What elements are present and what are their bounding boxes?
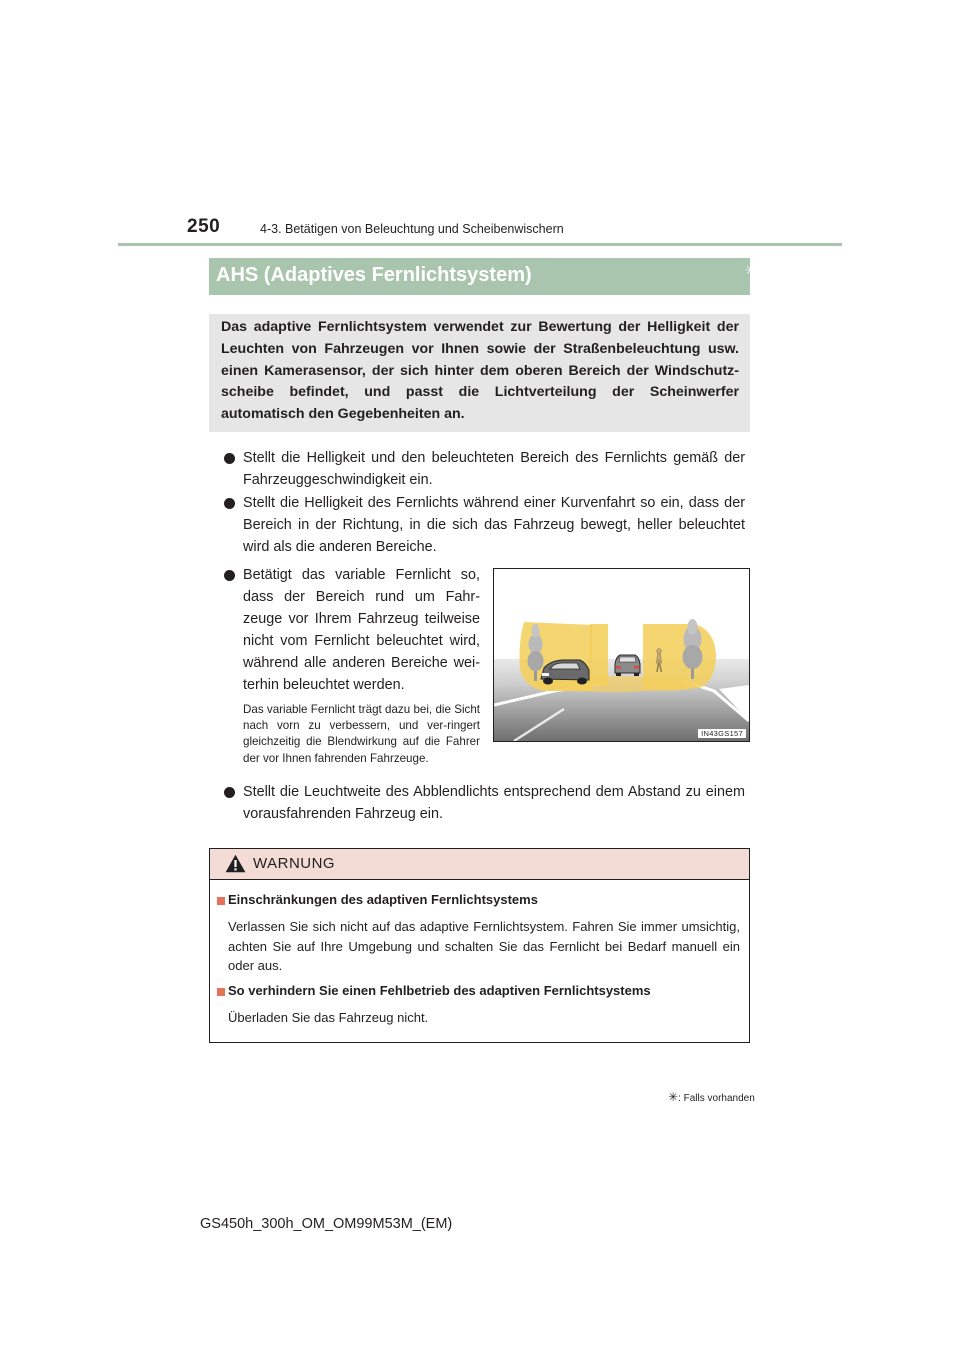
square-bullet-icon (217, 988, 225, 996)
section-title: 4-3. Betätigen von Beleuchtung und Scheibenwischern (260, 222, 564, 236)
warning-item-text: Verlassen Sie sich nicht auf das adaptive Fernlichtsystem. Fahren Sie immer umsichtig, achten Sie auf Ihre Umgebung und schalten Sie das Fernlicht bei Bedarf manuell ein oder aus. (228, 919, 740, 974)
footnote-marker: ✳ (668, 1090, 679, 1104)
footnote-text: : Falls vorhanden (678, 1093, 755, 1104)
footnote (668, 1090, 755, 1104)
section-heading-band (209, 258, 757, 295)
warning-triangle-icon (225, 854, 246, 873)
bullet-speed-adjust: Stellt die Helligkeit und den beleuchteten Bereich des Fernlichts gemäß der Fahrzeuggeschwindigkeit ein. (243, 450, 745, 488)
preceding-car-icon (615, 655, 640, 676)
square-bullet-icon (217, 897, 225, 905)
document-code: GS450h_300h_OM_OM99M53M_(EM) (200, 1216, 453, 1232)
bullet-dot (224, 570, 235, 581)
warning-item-heading: So verhindern Sie einen Fehlbetrieb des adaptiven Fernlichtsystems (228, 983, 651, 998)
warning-item-text: Überladen Sie das Fahrzeug nicht. (228, 1010, 429, 1025)
warning-header (210, 849, 749, 880)
bullet-note: Das variable Fernlicht trägt dazu bei, die Sicht nach vorn zu verbessern, und ver-ringert gleichzeitig die Blendwirkung auf die Fahrer der vor Ihnen fahrenden Fahrzeuge. (243, 703, 480, 765)
bullet-dot (224, 498, 235, 509)
bullet-variable-high-beam: Betätigt das variable Fernlicht so, dass der Bereich rund um Fahr-zeuge vor Ihrem Fahrzeug teilweise nicht vom Fernlicht beleuchtet wird, während alle anderen Bereiche wei-terhin beleuchtet werden. (243, 567, 480, 693)
warning-label: WARNUNG (253, 855, 336, 872)
page-number: 250 (187, 216, 221, 237)
section-heading: AHS (Adaptives Fernlichtsystem) (216, 264, 532, 286)
high-beam-illustration (493, 568, 750, 742)
bullet-low-beam-range: Stellt die Leuchtweite des Abblendlichts entsprechend dem Abstand zu einem vorausfahrenden Fahrzeug ein. (243, 784, 745, 822)
bullet-curve-adjust: Stellt die Helligkeit des Fernlichts während einer Kurvenfahrt so ein, dass der Bereich in der Richtung, in die sich das Fahrzeug bewegt, heller beleuchtet wird als die anderen Bereiche. (243, 495, 745, 555)
warning-box (209, 848, 750, 1043)
bullet-dot (224, 453, 235, 464)
figure-code: IN43GS157 (698, 729, 746, 738)
footnote-marker: ✳ (745, 262, 757, 278)
warning-item-heading: Einschränkungen des adaptiven Fernlichtsystems (228, 892, 538, 907)
road-scene-image (494, 569, 749, 741)
header-divider (118, 243, 842, 246)
intro-text: Das adaptive Fernlichtsystem verwendet zur Bewertung der Helligkeit der Leuchten von Fahrzeugen vor Ihnen sowie der Straßenbeleuchtung usw. einen Kamerasensor, der sich hinter dem oberen Bereich der Windschutz-scheibe befindet, und passt die Lichtverteilung der Scheinwerfer automatisch den Gegebenheiten an. (221, 319, 739, 423)
bullet-dot (224, 787, 235, 798)
intro-box (209, 314, 750, 432)
